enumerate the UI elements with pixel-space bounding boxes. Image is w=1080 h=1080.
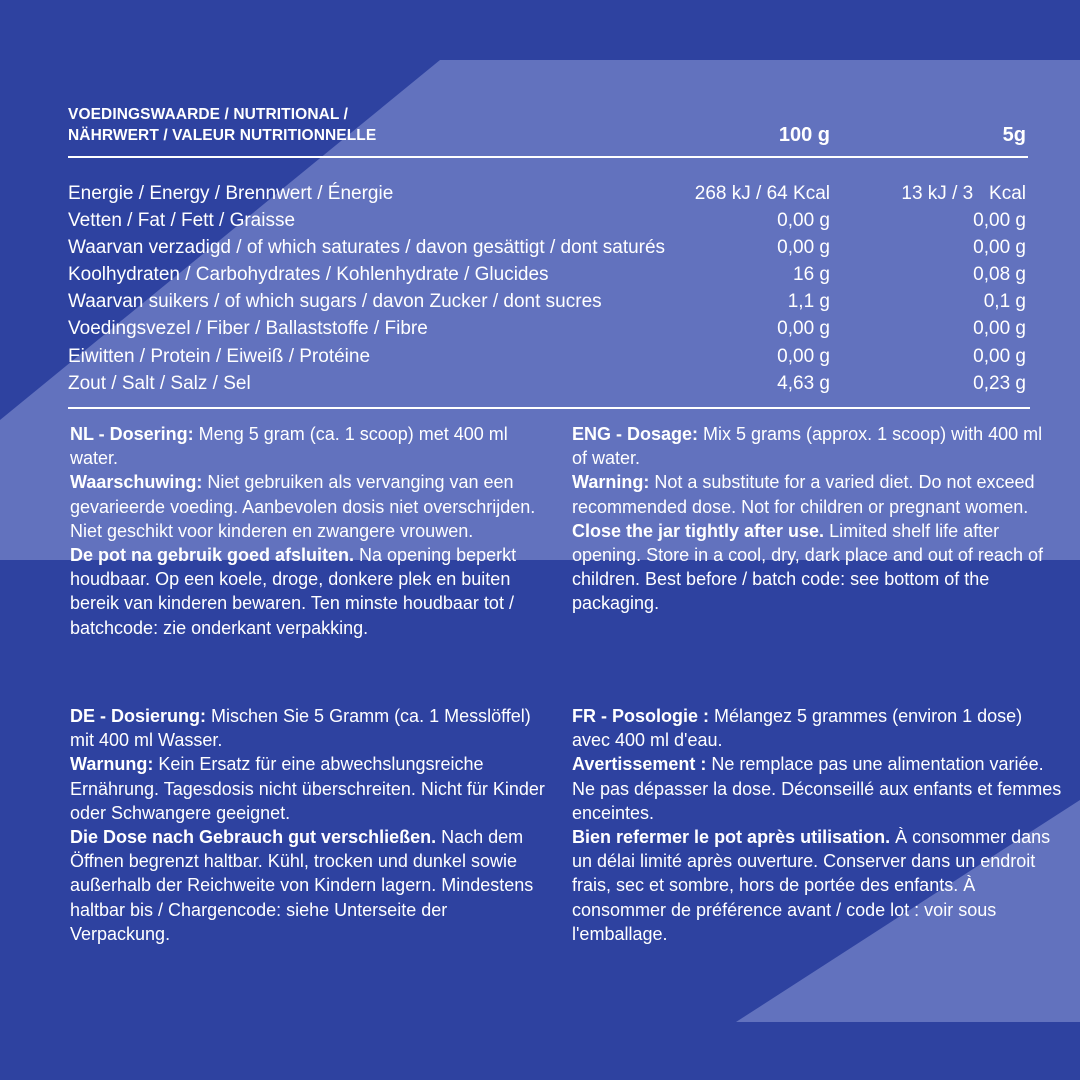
dosage-label: FR - Posologie :	[572, 706, 709, 726]
table-bottom-divider	[68, 407, 1030, 409]
row-value-5g: 0,00 g	[973, 237, 1026, 259]
dosage-paragraph	[70, 422, 550, 470]
dosage-text: Mélangez 5 grammes (environ 1 dose) avec 400 ml d'eau.	[572, 706, 1023, 751]
dosage-text: Meng 5 gram (ca. 1 scoop) met 400 ml water.	[70, 424, 508, 469]
warning-label: Warning:	[572, 472, 650, 493]
table-row	[68, 370, 1028, 397]
table-title-line-1: VOEDINGSWAARDE / NUTRITIONAL /	[68, 106, 349, 123]
instructions-nl	[70, 422, 550, 640]
row-value-100g: 0,00 g	[777, 345, 830, 367]
row-value-100g: 0,00 g	[777, 237, 830, 259]
table-row	[68, 288, 1028, 315]
storage-paragraph	[70, 543, 550, 640]
table-row	[68, 180, 1028, 207]
column-header-5g: 5g	[1002, 124, 1026, 146]
instructions-fr	[572, 704, 1062, 946]
warning-paragraph	[572, 470, 1052, 518]
nutrition-table-rows	[68, 180, 1028, 397]
row-value-5g: 0,00 g	[973, 210, 1026, 232]
row-label: Koolhydraten / Carbohydrates / Kohlenhydrate / Glucides	[68, 264, 549, 286]
nutrition-table-title	[68, 104, 376, 146]
row-label: Energie / Energy / Brennwert / Énergie	[68, 183, 394, 204]
row-value-5g: 0,23 g	[973, 372, 1026, 394]
dosage-label: DE - Dosierung:	[70, 706, 207, 726]
row-label: Waarvan suikers / of which sugars / davon Zucker / dont sucres	[68, 291, 602, 313]
row-value-100g: 0,00 g	[777, 318, 830, 340]
column-header-100g: 100 g	[778, 124, 830, 146]
storage-text: À consommer dans un délai limité après ouverture. Conserver dans un endroit frais, sec et sombre, hors de portée des enfants. À consommer de préférence avant / code lot : voir sous l'emballage.	[572, 827, 1051, 944]
storage-text: Nach dem Öffnen begrenzt haltbar. Kühl, trocken und dunkel sowie außerhalb der Reichweite von Kindern lagern. Mindestens haltbar bis / Chargencode: siehe Unterseite der Verpackung.	[70, 827, 534, 944]
row-label: Waarvan verzadigd / of which saturates / davon gesättigt / dont saturés	[68, 237, 666, 259]
warning-text: Kein Ersatz für eine abwechslungsreiche Ernährung. Tagesdosis nicht überschreiten. Nicht für Kinder oder Schwangere geeignet.	[70, 754, 545, 823]
warning-label: Avertissement :	[572, 754, 707, 775]
storage-text: Limited shelf life after opening. Store in a cool, dry, dark place and out of reach of children. Best before / batch code: see bottom of the packaging.	[572, 520, 1043, 614]
table-row	[68, 207, 1028, 234]
dosage-label: NL - Dosering:	[70, 424, 194, 444]
nutrition-table-header	[68, 104, 1028, 158]
storage-label: Die Dose nach Gebrauch gut verschließen.	[70, 827, 437, 848]
table-row	[68, 343, 1028, 370]
warning-label: Warnung:	[70, 754, 154, 775]
table-row	[68, 234, 1028, 261]
dosage-label: ENG - Dosage:	[572, 424, 699, 444]
row-value-5g: 0,1 g	[983, 291, 1026, 313]
row-value-100g: 268 kJ / 64 Kcal	[694, 183, 830, 204]
dosage-paragraph	[572, 422, 1052, 470]
storage-label: De pot na gebruik goed afsluiten.	[70, 545, 355, 566]
row-value-100g: 16 g	[793, 264, 830, 286]
dosage-text: Mix 5 grams (approx. 1 scoop) with 400 ml of water.	[572, 424, 1043, 469]
dosage-paragraph	[70, 704, 550, 752]
warning-text: Not a substitute for a varied diet. Do not exceed recommended dose. Not for children or pregnant women.	[572, 472, 1035, 517]
row-label: Vetten / Fat / Fett / Graisse	[68, 210, 296, 232]
row-value-5g: 0,08 g	[973, 264, 1026, 286]
row-label: Voedingsvezel / Fiber / Ballaststoffe / Fibre	[68, 318, 428, 340]
table-title-line-2: NÄHRWERT / VALEUR NUTRITIONNELLE	[68, 127, 377, 144]
row-value-5g: 0,00 g	[973, 345, 1026, 367]
storage-paragraph	[572, 519, 1052, 616]
row-value-100g: 0,00 g	[777, 210, 830, 232]
warning-text: Ne remplace pas une alimentation variée. Ne pas dépasser la dose. Déconseillé aux enfants et femmes enceintes.	[572, 754, 1062, 823]
storage-text: Na opening beperkt houdbaar. Op een koele, droge, donkere plek en buiten bereik van kinderen bewaren. Ten minste houdbaar tot / batchcode: zie onderkant verpakking.	[70, 545, 517, 638]
warning-paragraph	[572, 752, 1062, 825]
row-value-5g: 13 kJ / 3 Kcal	[901, 183, 1026, 204]
warning-text: Niet gebruiken als vervanging van een gevarieerde voeding. Aanbevolen dosis niet overschrijden. Niet geschikt voor kinderen en zwangere vrouwen.	[70, 472, 536, 541]
row-label: Eiwitten / Protein / Eiweiß / Protéine	[68, 345, 371, 367]
storage-label: Close the jar tightly after use.	[572, 520, 825, 541]
row-value-100g: 4,63 g	[777, 372, 830, 394]
row-value-100g: 1,1 g	[787, 291, 830, 313]
warning-label: Waarschuwing:	[70, 472, 203, 493]
instructions-en	[572, 422, 1052, 616]
table-row	[68, 261, 1028, 288]
warning-paragraph	[70, 752, 550, 825]
storage-label: Bien refermer le pot après utilisation.	[572, 827, 891, 848]
storage-paragraph	[70, 825, 550, 946]
instructions-de	[70, 704, 550, 946]
row-value-5g: 0,00 g	[973, 318, 1026, 340]
dosage-text: Mischen Sie 5 Gramm (ca. 1 Messlöffel) mit 400 ml Wasser.	[70, 706, 531, 751]
dosage-paragraph	[572, 704, 1062, 752]
warning-paragraph	[70, 470, 550, 543]
row-label: Zout / Salt / Salz / Sel	[68, 372, 251, 394]
table-row	[68, 315, 1028, 342]
storage-paragraph	[572, 825, 1062, 946]
